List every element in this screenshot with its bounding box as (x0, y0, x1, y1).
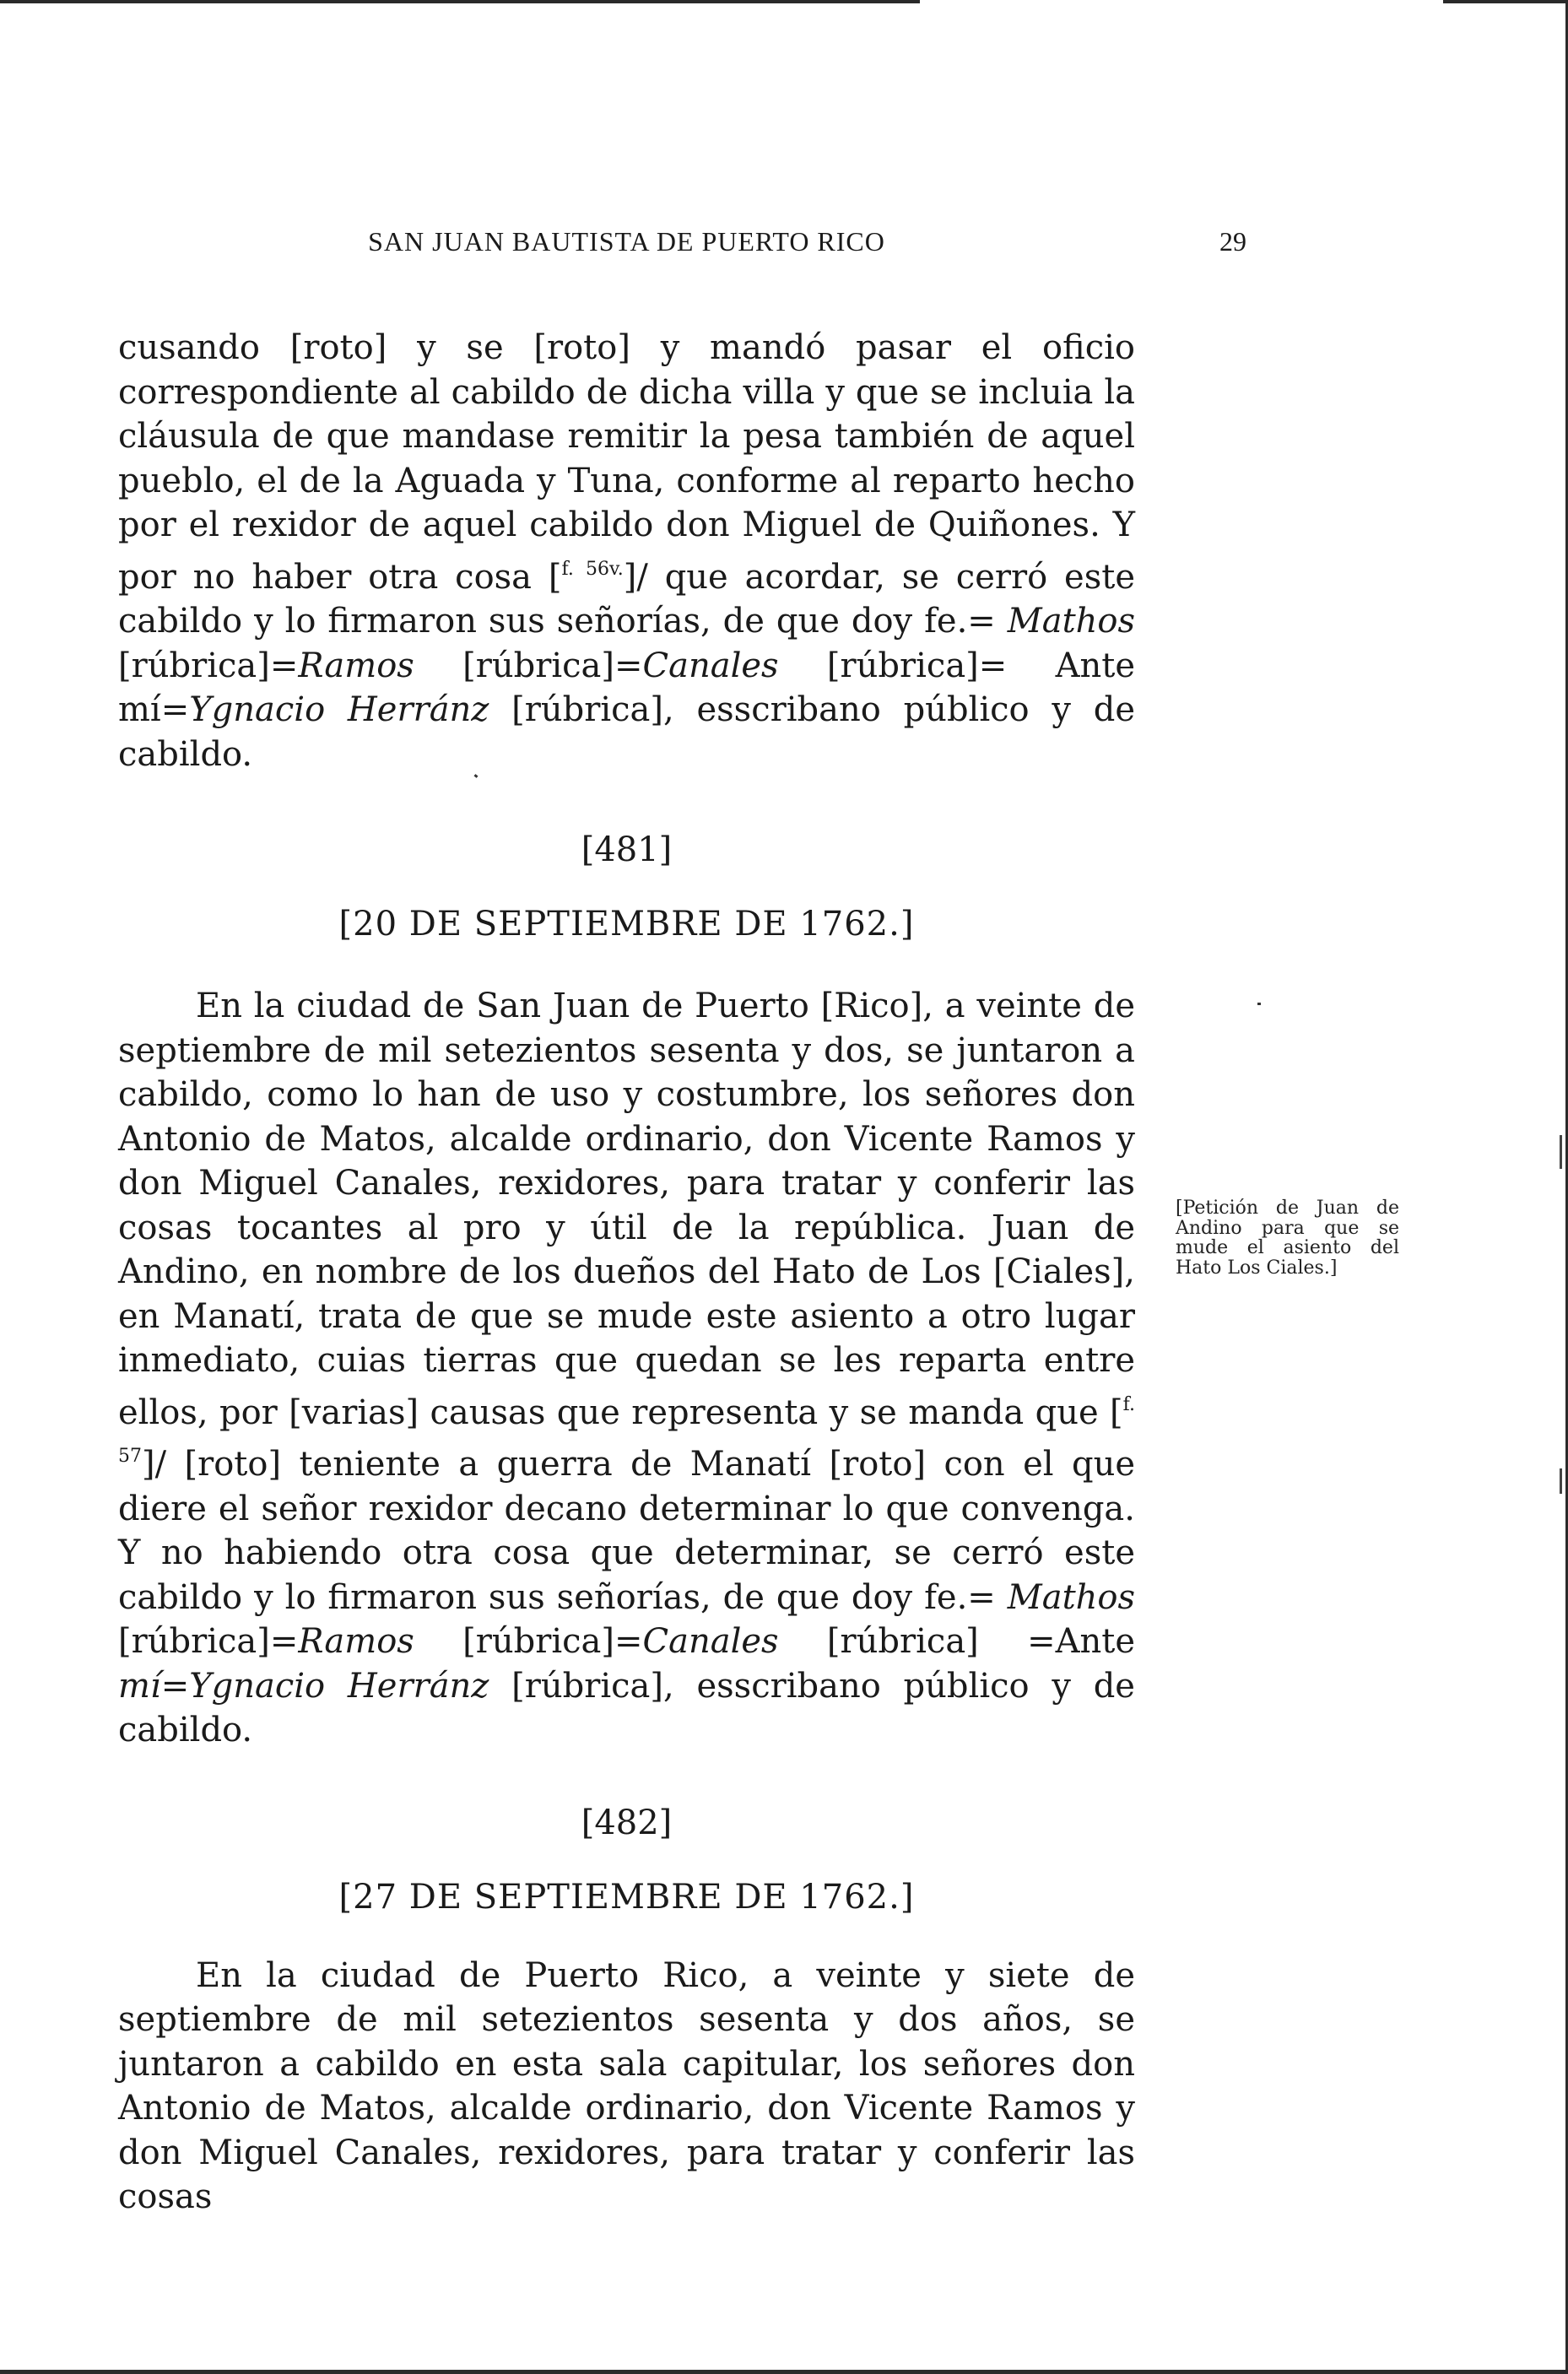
rubrica: [rúbrica]= (118, 646, 299, 685)
opening-continuation: ]/ que acordar, se cerró este cabildo y lo firmaron sus señorías, de que doy fe.= (118, 557, 1135, 641)
opening-text: cusando [roto] y se [roto] y mandó pasar el oficio correspondiente al cabildo de dicha villa y que se incluia la cláusula de que mandase remitir la pesa también de aquel pueblo, el de la Aguada y Tuna, conforme al reparto hecho por el rexidor de aquel cabildo don Miguel de Quiñones. Y por no haber otra cosa [ (118, 328, 1135, 597)
entry-text: ]/ [roto] teniente a guerra de Manatí [roto] con el que diere el señor rexidor decano determinar lo que convenga. Y no habiendo otra cosa que determinar, se cerró este cabildo y lo firmaron sus señorías, de que doy fe.= (118, 1445, 1135, 1617)
rubrica: [rúbrica] =Ante (778, 1622, 1135, 1661)
entry-paragraph (118, 984, 1135, 1753)
signature-herranz: Ygnacio Herránz (189, 690, 489, 729)
entry-date: [27 DE SEPTIEMBRE DE 1762.] (338, 1877, 915, 1917)
entry-paragraph (118, 1954, 1135, 2220)
running-head (118, 219, 1135, 262)
rubrica: [rúbrica]= (414, 1622, 643, 1661)
rubrica: [rúbrica]= (118, 1622, 299, 1661)
scan-edge-gap (920, 0, 1443, 3)
opening-closing: [rúbrica], esscribano público y de cabildo. (118, 690, 1135, 774)
running-title: SAN JUAN BAUTISTA DE PUERTO RICO (368, 226, 885, 257)
entry-closing: [rúbrica], esscribano público y de cabildo. (118, 1666, 1135, 1749)
entry-text: En la ciudad de San Juan de Puerto [Rico], a veinte de septiembre de mil setezientos sesenta y dos, se juntaron a cabildo, como lo han de uso y costumbre, los señores don Antonio de Matos, alcalde ordinario, don Vicente Ramos y don Miguel Canales, rexidores, para tratar y conferir las cosas tocantes al pro y útil de la república. Juan de Andino, en nombre de los dueños del Hato de Los [Ciales], en Manatí, trata de que se mude este asiento a otro lugar inmediato, cuias tierras que quedan se les reparta entre ellos, por [varias] causas que representa y se manda que [ (118, 987, 1135, 1432)
entry-date: [20 DE SEPTIEMBRE DE 1762.] (338, 905, 915, 944)
folio-reference: f. 56v. (561, 558, 624, 580)
scan-mark (1560, 1468, 1562, 1494)
opening-paragraph (118, 326, 1135, 776)
marginal-note: [Petición de Juan de Andino para que se mude el asiento del Hato Los Ciales.] (1176, 1198, 1399, 1279)
entry-number: [482] (581, 1803, 673, 1842)
page-body (118, 219, 1135, 2220)
scan-edge-bottom (0, 2370, 1568, 2374)
entry-text: En la ciudad de Puerto Rico, a veinte y siete de septiembre de mil setezientos sesenta y dos años, se juntaron a cabildo en esta sala capitular, los señores don Antonio de Matos, alcalde ordinario, don Vicente Ramos y don Miguel Canales, rexidores, para tratar y conferir las cosas (118, 1955, 1135, 2216)
signature-mathos: Mathos (1007, 602, 1136, 641)
rubrica: [rúbrica]= Ante mí= (118, 646, 1135, 729)
folio-reference: f. 57 (118, 1393, 1135, 1467)
signature-canales: Canales (642, 646, 779, 685)
signature-ramos: Ramos (298, 1622, 414, 1661)
signature-ramos: Ramos (298, 646, 414, 685)
entry-number: [481] (581, 830, 673, 869)
page-number: 29 (1219, 226, 1246, 257)
signature-herranz: mí=Ygnacio Herránz (118, 1666, 489, 1706)
scan-speck (1257, 1003, 1261, 1005)
signature-mathos: Mathos (1007, 1577, 1136, 1617)
signature-canales: Canales (642, 1622, 779, 1661)
scan-mark (1560, 1135, 1562, 1169)
rubrica: [rúbrica]= (414, 646, 643, 685)
